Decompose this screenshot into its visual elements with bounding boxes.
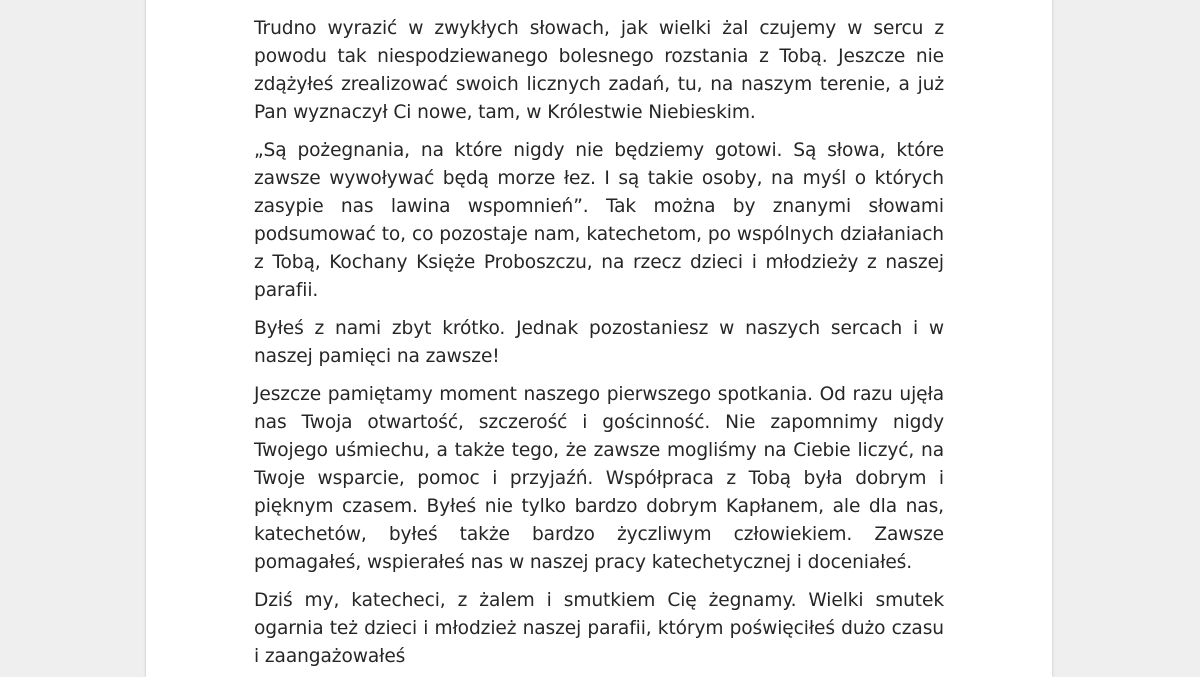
paragraph-2: „Są pożegnania, na które nigdy nie będziemy gotowi. Są słowa, które zawsze wywoływać będą morze łez. I są takie osoby, na myśl o których zasypie nas lawina wspomnień”. Tak można by znanymi słowami podsumować to, co pozostaje nam, katechetom, po wspólnych działaniach z Tobą, Kochany Księże Proboszczu, na rzecz dzieci i młodzieży z naszej parafii. (254, 140, 944, 301)
paragraph-4: Jeszcze pamiętamy moment naszego pierwszego spotkania. Od razu ujęła nas Twoja otwartość, szczerość i gościnność. Nie zapomnimy nigdy Twojego uśmiechu, a także tego, że zawsze mogliśmy na Ciebie liczyć, na Twoje wsparcie, pomoc i przyjaźń. Współpraca z Tobą była dobrym i pięknym czasem. Byłeś nie tylko bardzo dobrym Kapłanem, ale dla nas, katechetów, byłeś także bardzo życzliwym człowiekiem. Zawsze pomagałeś, wspierałeś nas w naszej pracy katechetycznej i doceniałeś. (254, 384, 944, 573)
document-page (146, 0, 1052, 677)
salutation-paragraph (254, 0, 944, 5)
document-body (254, 0, 944, 671)
paragraph-3: Byłeś z nami zbyt krótko. Jednak pozostaniesz w naszych sercach i w naszej pamięci na zawsze! (254, 318, 944, 367)
paragraph-1: Trudno wyrazić w zwykłych słowach, jak wielki żal czujemy w sercu z powodu tak niespodziewanego bolesnego rozstania z Tobą. Jeszcze nie zdążyłeś zrealizować swoich licznych zadań, tu, na naszym terenie, a już Pan wyznaczył Ci nowe, tam, w Królestwie Niebieskim. (254, 18, 944, 123)
paragraph-5: Dziś my, katecheci, z żalem i smutkiem Cię żegnamy. Wielki smutek ogarnia też dzieci i młodzież naszej parafii, którym poświęciłeś dużo czasu i zaangażowałeś (254, 590, 944, 667)
